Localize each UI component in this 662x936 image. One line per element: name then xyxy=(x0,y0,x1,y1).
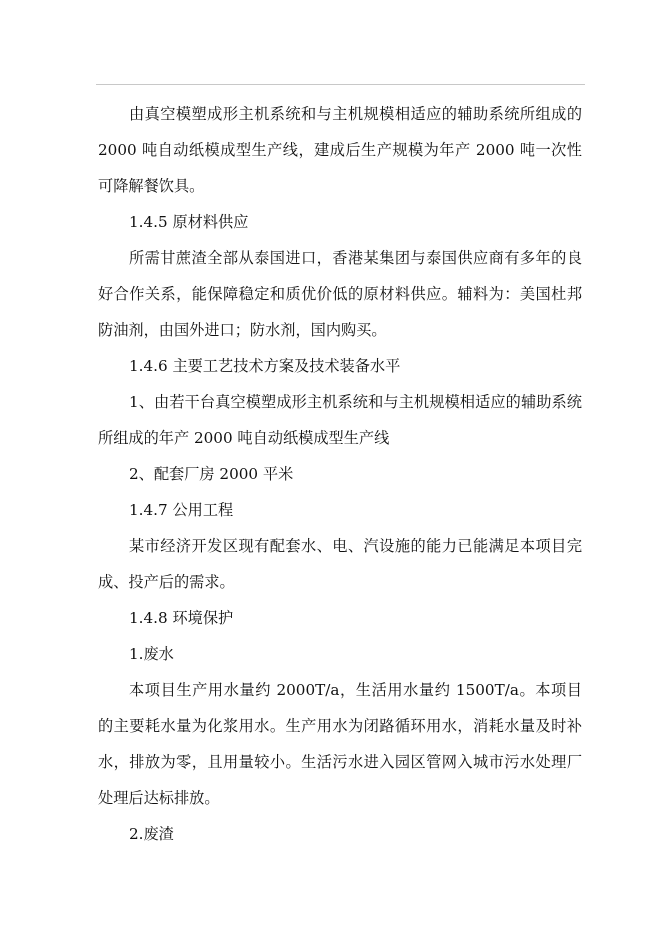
heading-process-technology: 1.4.6 主要工艺技术方案及技术装备水平 xyxy=(129,357,401,375)
paragraph-wastewater: 本项目生产用水量约 2000T/a，生活用水量约 1500T/a。本项目的主要耗水量为化浆用水。生产用水为闭路循环用水，消耗水量及时补水，排放为零，且用量较小。生活污水进入园区管网入城市污水处理厂处理后达标排放。 xyxy=(98,681,582,807)
heading-wastewater: 1.废水 xyxy=(129,645,174,663)
paragraph-process-item-2: 2、配套厂房 2000 平米 xyxy=(129,465,294,483)
document-body xyxy=(98,96,582,852)
paragraph-public-works: 某市经济开发区现有配套水、电、汽设施的能力已能满足本项目完成、投产后的需求。 xyxy=(98,537,582,591)
heading-public-works: 1.4.7 公用工程 xyxy=(129,501,234,519)
paragraph-production-line: 由真空模塑成形主机系统和与主机规模相适应的辅助系统所组成的 2000 吨自动纸模成型生产线，建成后生产规模为年产 2000 吨一次性可降解餐饮具。 xyxy=(98,105,582,195)
paragraph-raw-material: 所需甘蔗渣全部从泰国进口，香港某集团与泰国供应商有多年的良好合作关系，能保障稳定和质优价低的原材料供应。辅料为：美国杜邦防油剂，由国外进口；防水剂，国内购买。 xyxy=(98,249,582,339)
heading-raw-material-supply: 1.4.5 原材料供应 xyxy=(129,213,249,231)
paragraph-process-item-1: 1、由若干台真空模塑成形主机系统和与主机规模相适应的辅助系统所组成的年产 2000 吨自动纸模成型生产线 xyxy=(98,393,582,447)
heading-waste-residue: 2.废渣 xyxy=(129,825,174,843)
heading-environmental-protection: 1.4.8 环境保护 xyxy=(129,609,234,627)
header-rule xyxy=(96,84,585,85)
